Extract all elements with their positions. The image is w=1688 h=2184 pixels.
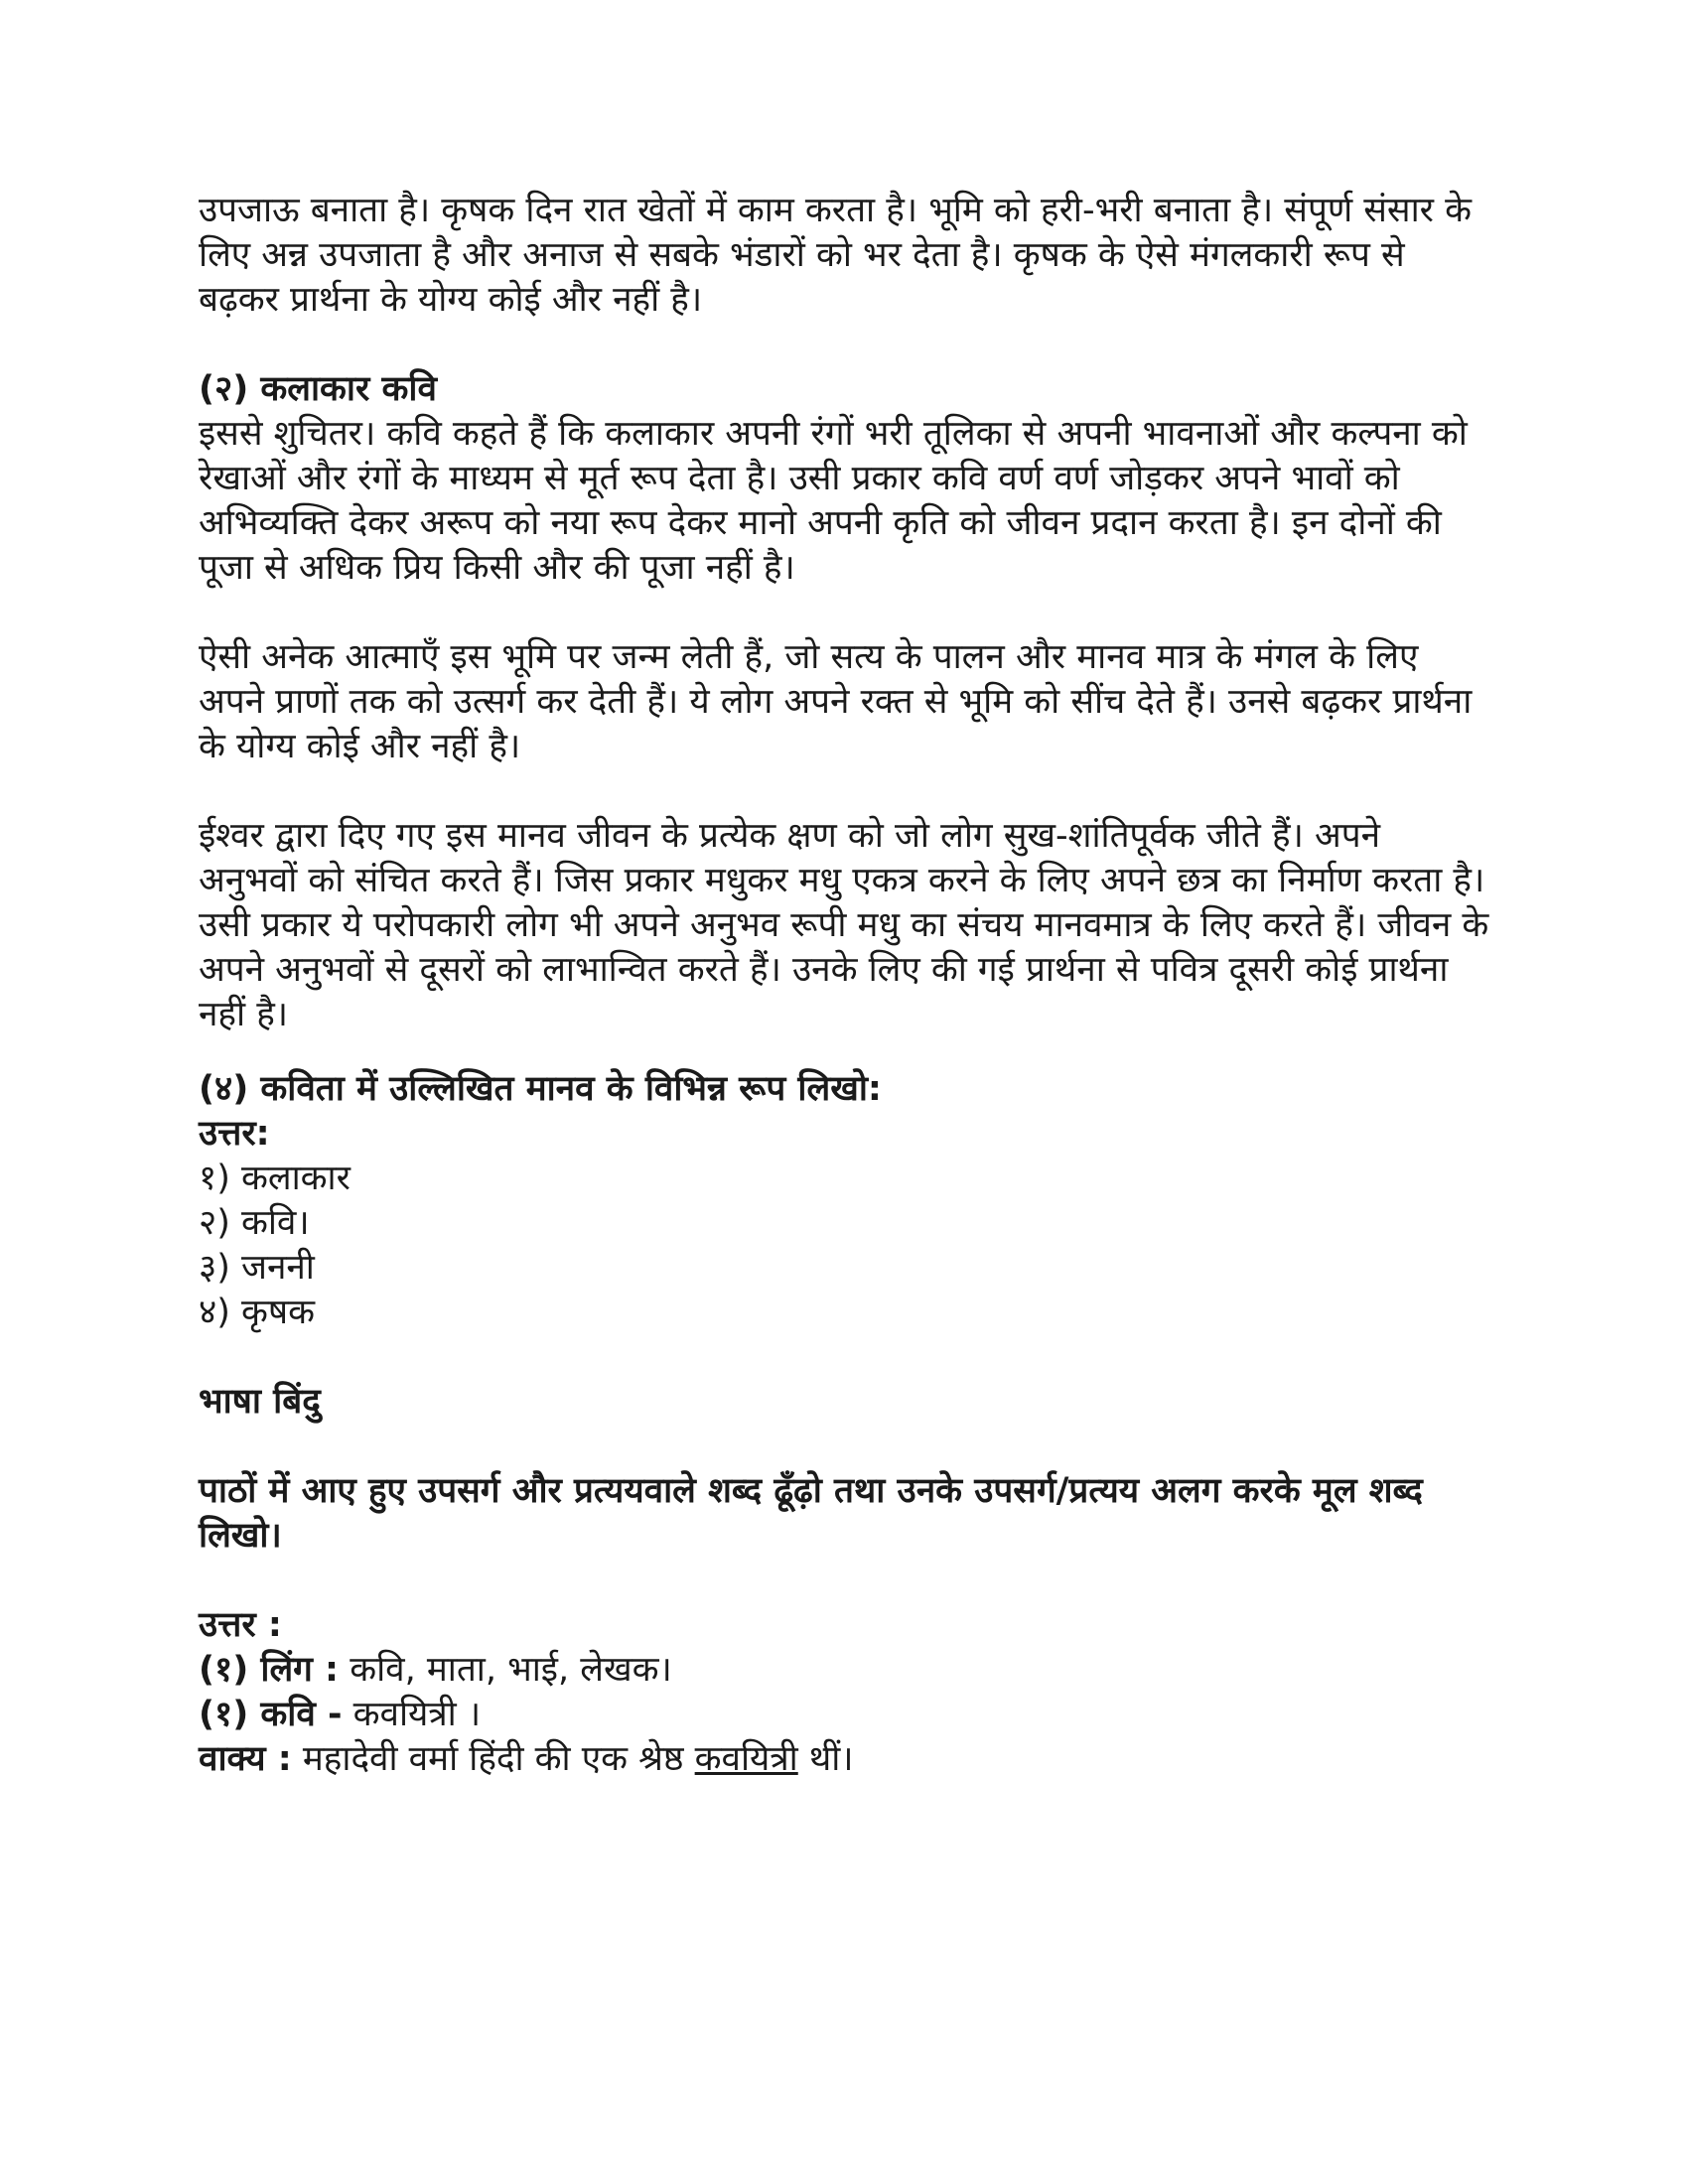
paragraph-ishwar: ईश्वर द्वारा दिए गए इस मानव जीवन के प्रत्येक क्षण को जो लोग सुख-शांतिपूर्वक जीते हैं। अपने अनुभवों को संचित करते हैं। जिस प्रकार मधुकर मधु एकत्र करने के लिए अपने छत्र का निर्माण करता है। उसी प्रकार ये परोपकारी लोग भी अपने अनुभव रूपी मधु का संचय मानवमात्र के लिए करते हैं। जीवन के अपने अनुभवों से दूसरों को लाभान्वित करते हैं। उनके लिए की गई प्रार्थना से पवित्र दूसरी कोई प्रार्थना नहीं है।: [199, 816, 1489, 1034]
vakya-underlined-word: कवयित्री: [694, 1739, 798, 1779]
question-heading: (४) कविता में उल्लिखित मानव के विभिन्न रूप लिखो:: [199, 1069, 882, 1109]
bhasha-bindu-heading: भाषा बिंदु: [199, 1382, 321, 1422]
section-heading: (२) कलाकार कवि: [199, 369, 437, 409]
kavi-label: (१) कवि -: [199, 1695, 343, 1734]
paragraph-atmaen: ऐसी अनेक आत्माएँ इस भूमि पर जन्म लेती हैं, जो सत्य के पालन और मानव मात्र के मंगल के लिए अपने प्राणों तक को उत्सर्ग कर देती हैं। ये लोग अपने रक्त से भूमि को सींच देते हैं। उनसे बढ़कर प्रार्थना के योग्य कोई और नहीं है।: [199, 637, 1473, 766]
document-page: [199, 189, 1489, 1782]
ling-line: [199, 1648, 1489, 1693]
list-item: ४) कृषक: [199, 1293, 315, 1332]
vakya-text-after: थीं।: [797, 1739, 854, 1779]
list-item: ३) जननी: [199, 1248, 315, 1288]
vakya-label: वाक्य :: [199, 1739, 292, 1779]
kavi-line: [199, 1693, 1489, 1737]
list-item: २) कवि।: [199, 1203, 310, 1243]
section-kalakar-kavi: [199, 367, 1489, 591]
vakya-text-before: महादेवी वर्मा हिंदी की एक श्रेष्ठ: [291, 1739, 695, 1779]
answer-label: उत्तर:: [199, 1114, 270, 1154]
answer-label: उत्तर :: [199, 1605, 282, 1645]
list-item: १) कलाकार: [199, 1159, 351, 1198]
ling-text: कवि, माता, भाई, लेखक।: [339, 1650, 672, 1690]
paragraph-krishak: उपजाऊ बनाता है। कृषक दिन रात खेतों में काम करता है। भूमि को हरी-भरी बनाता है। संपूर्ण संसार के लिए अन्न उपजाता है और अनाज से सबके भंडारों को भर देता है। कृषक के ऐसे मंगलकारी रूप से बढ़कर प्रार्थना के योग्य कोई और नहीं है।: [199, 191, 1472, 320]
bhasha-question: पाठों में आए हुए उपसर्ग और प्रत्ययवाले शब्द ढूँढ़ो तथा उनके उपसर्ग/प्रत्यय अलग करके मूल शब्द लिखो।: [199, 1471, 1423, 1556]
vakya-line: [199, 1737, 1489, 1782]
ling-label: (१) लिंग :: [199, 1650, 340, 1690]
kavi-text: कवयित्री ।: [342, 1695, 482, 1734]
bhasha-answer: [199, 1603, 1489, 1782]
question-block: [199, 1067, 1489, 1335]
section-text: इससे शुचितर। कवि कहते हैं कि कलाकार अपनी रंगों भरी तूलिका से अपनी भावनाओं और कल्पना को रेखाओं और रंगों के माध्यम से मूर्त रूप देता है। उसी प्रकार कवि वर्ण वर्ण जोड़कर अपने भावों को अभिव्यक्ति देकर अरूप को नया रूप देकर मानो अपनी कृति को जीवन प्रदान करता है। इन दोनों की पूजा से अधिक प्रिय किसी और की पूजा नहीं है।: [199, 414, 1468, 588]
